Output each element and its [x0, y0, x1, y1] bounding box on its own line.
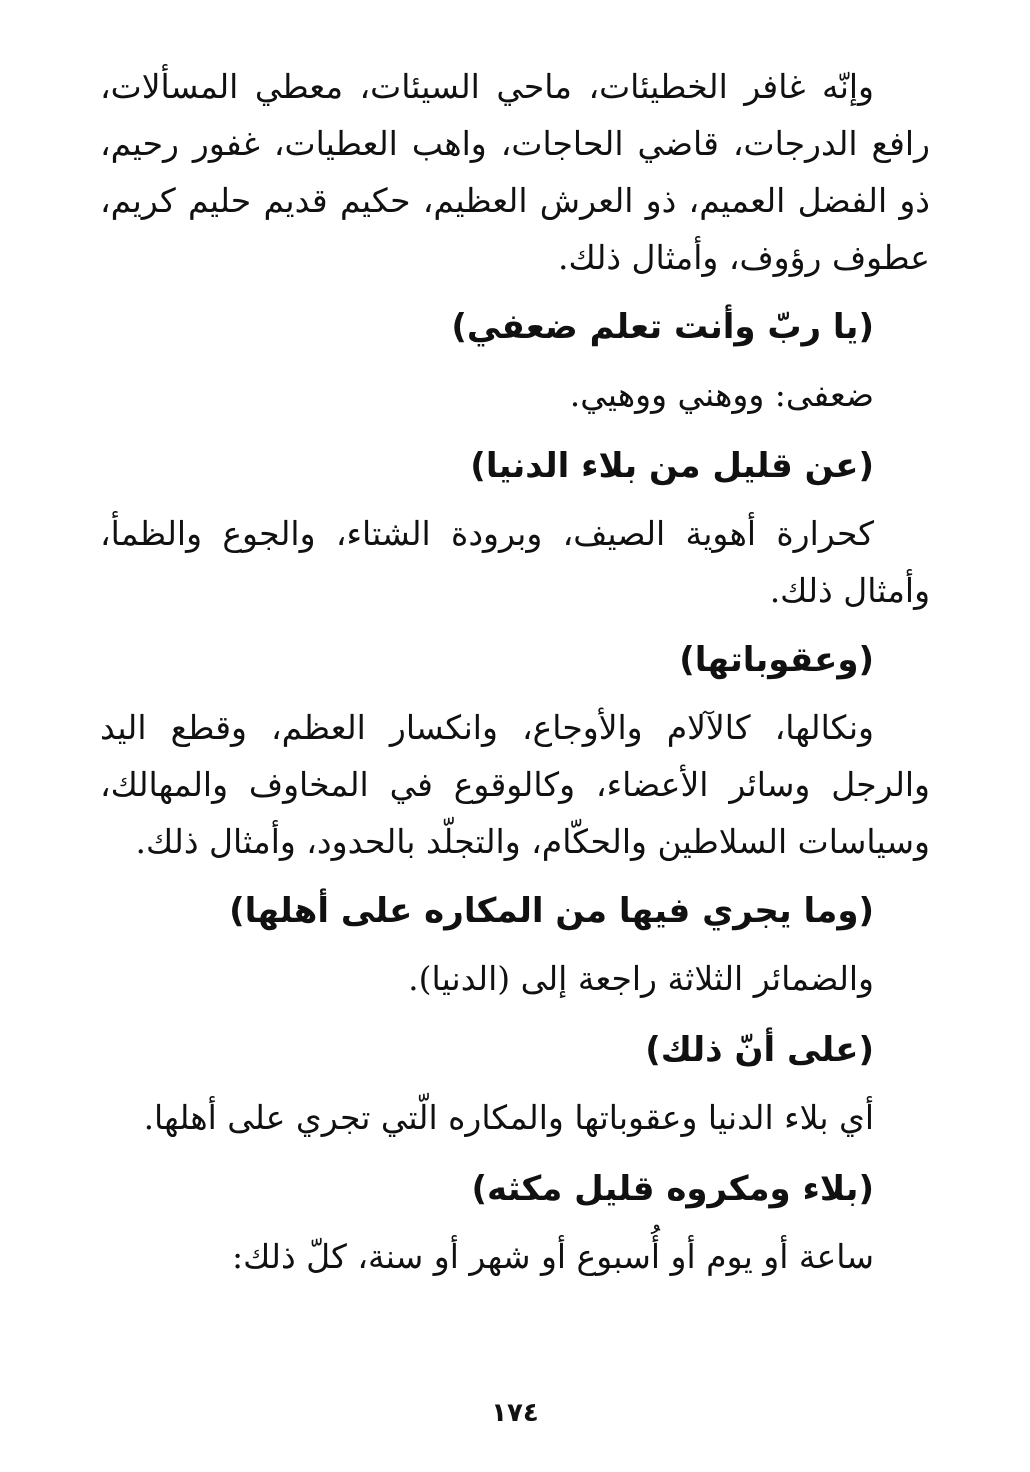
paragraph-worldly-trials: كحرارة أهوية الصيف، وبرودة الشتاء، والجوع والظمأ، وأمثال ذلك. [100, 514, 930, 610]
heading-worldly-trials: (عن قليل من بلاء الدنيا) [470, 446, 874, 486]
note-explanation: أي بلاء الدنيا وعقوباتها والمكاره الّتي تجري على أهلها. [143, 1098, 874, 1137]
paragraph-divine-attributes: وإنّه غافر الخطيئات، ماحي السيئات، معطي المسألات، رافع الدرجات، قاضي الحاجات، واهب العطيات، غفور رحيم، ذو الفضل العميم، ذو العرش العظيم، حكيم قديم حليم كريم، عطوف رؤوف، وأمثال ذلك. [100, 67, 930, 277]
heading-weakness: (يا ربّ وأنت تعلم ضعفي) [451, 307, 874, 347]
heading-that: (على أنّ ذلك) [645, 1030, 874, 1070]
heading-punishments: (وعقوباتها) [679, 640, 874, 680]
heading-brief-affliction: (بلاء ومكروه قليل مكثه) [471, 1169, 874, 1209]
page-number: ١٧٤ [491, 1398, 539, 1428]
note-weakness: ضعفى: ووهني ووهيي. [569, 375, 874, 414]
heading-hardships: (وما يجري فيها من المكاره على أهلها) [229, 891, 874, 931]
note-durations: ساعة أو يوم أو أُسبوع أو شهر أو سنة، كلّ ذلك: [232, 1237, 874, 1276]
page-body [100, 58, 930, 1299]
paragraph-punishments: ونكالها، كالآلام والأوجاع، وانكسار العظم، وقطع اليد والرجل وسائر الأعضاء، وكالوقوع في المخاوف والمهالك، وسياسات السلاطين والحكّام، والتجلّد بالحدود، وأمثال ذلك. [100, 708, 930, 861]
note-pronouns: والضمائر الثلاثة راجعة إلى (الدنيا). [408, 959, 874, 998]
